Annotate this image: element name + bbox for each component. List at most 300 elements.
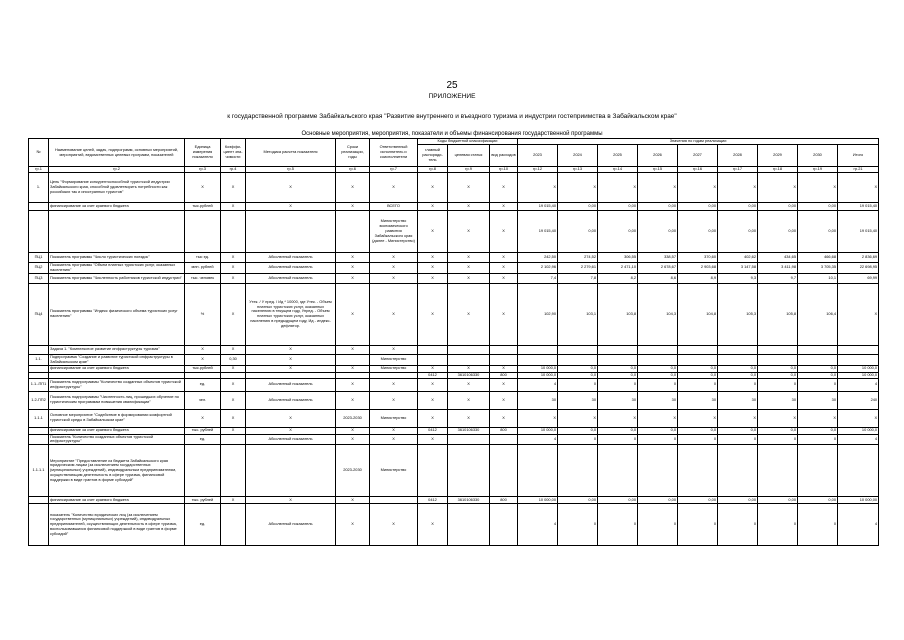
table-cell: Х [638, 409, 678, 427]
table-cell: 3610106330 [448, 427, 490, 434]
table-cell: Х [418, 173, 448, 203]
col-number: гр.21 [838, 167, 879, 173]
table-cell: Х [490, 211, 518, 253]
page-number: 25 [446, 80, 458, 91]
row-number-cell: ПЦ2 [29, 263, 49, 274]
table-cell: 19 015,40 [518, 211, 558, 253]
table-cell: Х [336, 283, 370, 345]
row-name-cell: Задача 1. "Комплексное развитие инфраструктуры туризма" [49, 345, 185, 354]
table-cell: 0,00 [638, 203, 678, 211]
table-cell: 0 [718, 378, 758, 391]
col-unit: Единица измерения показателя [185, 139, 221, 167]
table-cell: 0,0 [758, 365, 798, 372]
table-cell: Х [678, 173, 718, 203]
table-cell: тыс ед. [185, 253, 221, 263]
table-cell: Х [370, 273, 418, 283]
table-cell [336, 211, 370, 253]
table-cell: 0 [758, 504, 798, 546]
table-cell: 306,55 [598, 253, 638, 263]
col-year: 2025 [598, 145, 638, 167]
table-cell: Х [336, 173, 370, 203]
table-cell: 0 [798, 434, 838, 445]
table-cell: 3610106330 [448, 372, 490, 378]
table-cell: 0412 [418, 372, 448, 378]
col-main-manager: главный распоряди-тель [418, 145, 448, 167]
row-name-cell [49, 211, 185, 253]
table-cell: Х [221, 203, 246, 211]
table-cell: Х [418, 378, 448, 391]
table-cell: 103,8 [598, 283, 638, 345]
table-cell: Х [221, 497, 246, 504]
col-number: гр.10 [490, 167, 518, 173]
table-cell: Х [838, 173, 879, 203]
col-number: гр.5 [246, 167, 336, 173]
table-cell: Х [448, 391, 490, 409]
table-row [29, 283, 879, 345]
table-cell: Х [221, 391, 246, 409]
table-cell: Х [418, 211, 448, 253]
table-cell: Х [718, 409, 758, 427]
table-cell: 0,00 [678, 211, 718, 253]
table-cell: 0,30 [221, 354, 246, 365]
col-year: 2024 [558, 145, 598, 167]
table-cell: 0,00 [758, 211, 798, 253]
col-executor: Ответственный исполнитель и соисполнители [370, 139, 418, 167]
row-name-cell: Показатель программы "Индекс физического объема туристских услуг населению" [49, 283, 185, 345]
table-cell: Х [558, 409, 598, 427]
row-number-cell: 1.2-ПП2 [29, 391, 49, 409]
row-number-cell [29, 365, 49, 372]
row-number-cell [29, 203, 49, 211]
table-cell: Х [448, 263, 490, 274]
col-number: гр.15 [638, 167, 678, 173]
table-cell: 0 [558, 378, 598, 391]
table-cell: Абсолютный показатель [246, 504, 336, 546]
row-name-cell: Цель "Формирование конкурентоспособной туристской индустрии Забайкальского края, способной удовлетворить потребности как российских так и иностранных туристов" [49, 173, 185, 203]
col-number: гр.3 [185, 167, 221, 173]
table-cell: Х [221, 409, 246, 427]
col-year: 2030 [798, 145, 838, 167]
table-cell: 4 [838, 504, 879, 546]
table-cell: 0 [678, 434, 718, 445]
col-number: гр.16 [678, 167, 718, 173]
table-cell: 2 903,68 [678, 263, 718, 274]
table-cell [448, 434, 490, 445]
table-cell: 0,0 [718, 427, 758, 434]
col-number: гр.8 [418, 167, 448, 173]
table-row [29, 504, 879, 546]
table-cell: 0,0 [758, 427, 798, 434]
col-year: 2028 [718, 145, 758, 167]
table-cell: 0 [598, 504, 638, 546]
table-cell: Х [448, 253, 490, 263]
table-cell: 0,00 [638, 211, 678, 253]
table-row [29, 391, 879, 409]
table-cell: 10,1 [798, 273, 838, 283]
table-cell: 2 102,96 [518, 263, 558, 274]
table-cell: Х [336, 253, 370, 263]
table-row [29, 345, 879, 354]
table-cell: 0,0 [798, 372, 838, 378]
table-cell: Х [490, 253, 518, 263]
table-cell [246, 211, 336, 253]
row-name-cell: Показатель подпрограммы "Количество созданных объектов туристской инфраструктуры" [49, 378, 185, 391]
table-cell [448, 345, 490, 354]
table-cell: Утек. / У пред. / Ид * 10000, где Утек. - Объем платных туристских услуг, оказанных населению в текущем году, Упред. - Объем платных туристских услуг, оказанных населению в предыдущем году, Ид - индекс-дефлятор. [246, 283, 336, 345]
table-cell: ед. [185, 504, 221, 546]
table-cell [221, 434, 246, 445]
table-cell: 402,62 [718, 253, 758, 263]
table-cell: Х [246, 173, 336, 203]
table-cell: 0,00 [678, 203, 718, 211]
table-cell: Абсолютный показатель [246, 273, 336, 283]
col-year: 2029 [758, 145, 798, 167]
row-number-cell [29, 211, 49, 253]
table-cell: Х [598, 173, 638, 203]
table-cell: 0,00 [558, 497, 598, 504]
table-cell: 0,0 [558, 365, 598, 372]
col-number: гр.1 [29, 167, 49, 173]
table-cell: 3 705,35 [798, 263, 838, 274]
table-cell: 30 [598, 391, 638, 409]
table-cell: Х [490, 378, 518, 391]
table-cell: Х [418, 365, 448, 372]
col-number: гр.18 [758, 167, 798, 173]
table-cell: Х [221, 283, 246, 345]
table-cell: 4 [838, 378, 879, 391]
row-number-cell [29, 497, 49, 504]
col-terms: Сроки реализации, годы [336, 139, 370, 167]
table-cell: Х [246, 497, 336, 504]
table-cell: 2 471,10 [598, 263, 638, 274]
table-cell [558, 354, 598, 365]
table-cell: 103,1 [558, 283, 598, 345]
table-cell: 0,0 [798, 427, 838, 434]
table-cell [246, 445, 336, 497]
table-cell: Абсолютный показатель [246, 434, 336, 445]
row-name-cell: Показатель программы "Число туристических поездок" [49, 253, 185, 263]
table-cell: Х [336, 203, 370, 211]
table-cell [598, 354, 638, 365]
row-number-cell: 1.1.1 [29, 409, 49, 427]
table-cell: Х [336, 497, 370, 504]
table-cell [221, 211, 246, 253]
table-cell: Х [221, 378, 246, 391]
table-title: Основные мероприятия, мероприятия, показатели и объемы финансирования государственной программы [301, 131, 603, 137]
table-cell: 10 000,0 [838, 365, 879, 372]
table-cell: Х [518, 409, 558, 427]
table-cell: 0,0 [638, 427, 678, 434]
row-name-cell: финансирование за счет краевого бюджета [49, 203, 185, 211]
table-cell: 7,4 [518, 273, 558, 283]
col-total: Итого [838, 145, 879, 167]
table-cell: 19 015,40 [838, 211, 879, 253]
col-coef: Коэффи-циент зна-чимости [221, 139, 246, 167]
table-cell: Х [448, 283, 490, 345]
table-cell: Х [418, 283, 448, 345]
table-cell: Х [221, 173, 246, 203]
table-cell: Х [490, 283, 518, 345]
table-cell: 0,0 [598, 372, 638, 378]
table-cell: Х [490, 173, 518, 203]
table-cell: тыс. рублей [185, 427, 221, 434]
table-cell: тыс.рублей [185, 365, 221, 372]
col-number: гр.17 [718, 167, 758, 173]
table-cell: Х [370, 253, 418, 263]
table-cell: 4 [518, 504, 558, 546]
table-cell: 30 [518, 391, 558, 409]
table-cell: 0,00 [798, 497, 838, 504]
table-cell: 0,0 [638, 372, 678, 378]
table-header [29, 139, 879, 173]
table-cell [518, 445, 558, 497]
table-cell [558, 445, 598, 497]
table-cell [638, 345, 678, 354]
table-cell: Абсолютный показатель [246, 391, 336, 409]
table-cell: 10 000,0 [838, 372, 879, 378]
table-cell: Министерство [370, 445, 418, 497]
table-cell [798, 445, 838, 497]
table-cell [598, 345, 638, 354]
table-cell: Х [336, 391, 370, 409]
table-cell: 0 [718, 504, 758, 546]
table-cell [418, 345, 448, 354]
row-name-cell: Показатель подпрограммы "Численность лиц, прошедших обучение по туристическим программам повышения квалификации" [49, 391, 185, 409]
table-cell: 0,00 [638, 497, 678, 504]
table-cell: 0,00 [718, 497, 758, 504]
col-expense-type: вид расходов [490, 145, 518, 167]
table-cell: млн. рублей [185, 263, 221, 274]
table-cell: 800 [490, 497, 518, 504]
table-cell [638, 445, 678, 497]
table-cell: Х [221, 263, 246, 274]
table-cell [758, 354, 798, 365]
table-cell: Министерство экономического развития Забайкальского края (далее - Министерство) [370, 211, 418, 253]
table-cell [418, 445, 448, 497]
table-cell [678, 445, 718, 497]
table-cell: Х [518, 173, 558, 203]
col-number: гр.14 [598, 167, 638, 173]
table-cell [598, 445, 638, 497]
row-name-cell: Подпрограмма "Создание и развитие туристской инфраструктуры в Забайкальском крае" [49, 354, 185, 365]
table-cell: 0,0 [598, 427, 638, 434]
table-cell: 0 [758, 434, 798, 445]
table-cell: 0 [678, 378, 718, 391]
table-cell: Х [246, 427, 336, 434]
row-number-cell: 1.1. [29, 354, 49, 365]
row-name-cell: Мероприятие "Предоставление из бюджета Забайкальского края юридическим лицам (за исключением государственных (муниципальных) учреждений), индивидуальным предпринимателям, осуществляющим деятельность в сфере туризма, финансовой поддержки в виде грантов в форме субсидий" [49, 445, 185, 497]
table-cell: 0,00 [678, 497, 718, 504]
table-cell: 0,00 [718, 211, 758, 253]
row-name-cell: финансирование за счет краевого бюджета [49, 497, 185, 504]
table-cell: 466,68 [798, 253, 838, 263]
table-cell: 0,00 [558, 203, 598, 211]
table-cell [185, 211, 221, 253]
table-cell [490, 504, 518, 546]
table-cell: 0,0 [758, 372, 798, 378]
col-year: 2027 [678, 145, 718, 167]
table-cell [838, 445, 879, 497]
row-number-cell [29, 427, 49, 434]
table-cell: 800 [490, 372, 518, 378]
table-cell: 9,7 [758, 273, 798, 283]
table-cell [758, 445, 798, 497]
table-cell: Х [798, 409, 838, 427]
table-cell: 0 [638, 378, 678, 391]
table-row [29, 497, 879, 504]
table-cell: Абсолютный показатель [246, 253, 336, 263]
row-name-cell: показатель "Количество юридических лиц (за исключением государственных (муниципальных) учреждений), индивидуальных предпринимателей, осуществляющих деятельность в сфере туризма, воспользовавшихся финансовой поддержкой в виде грантов в форме субсидий" [49, 504, 185, 546]
table-cell: Х [185, 173, 221, 203]
table-cell: 10 000,0 [838, 427, 879, 434]
row-number-cell: ПЦ1 [29, 253, 49, 263]
table-cell: 0 [638, 504, 678, 546]
table-cell: 30 [798, 391, 838, 409]
col-name: Наименование целей, задач, подпрограмм, основных мероприятий, мероприятий, ведомственных целевых программ, показателей [49, 139, 185, 167]
table-cell [221, 445, 246, 497]
table-cell: Х [370, 378, 418, 391]
table-row [29, 354, 879, 365]
table-cell: 0 [798, 504, 838, 546]
table-cell: Х [246, 365, 336, 372]
table-cell: 10 000,00 [518, 497, 558, 504]
table-cell: тыс. человек [185, 273, 221, 283]
table-cell [490, 445, 518, 497]
table-cell: Х [448, 378, 490, 391]
table-cell: 0 [598, 378, 638, 391]
col-num: № [29, 139, 49, 167]
table-cell: 0 [758, 378, 798, 391]
table-cell: Х [336, 427, 370, 434]
row-number-cell: ПЦ4 [29, 283, 49, 345]
table-cell: 434,65 [758, 253, 798, 263]
table-cell: 30 [558, 391, 598, 409]
row-number-cell [29, 345, 49, 354]
table-cell: Х [370, 504, 418, 546]
col-budget-codes: Коды бюджетной классификации [418, 139, 518, 145]
table-cell: 30 [678, 391, 718, 409]
table-cell: ед. [185, 434, 221, 445]
table-cell [638, 354, 678, 365]
table-cell: 19 015,40 [518, 203, 558, 211]
table-cell [678, 354, 718, 365]
table-cell: Х [336, 263, 370, 274]
appendix-label: ПРИЛОЖЕНИЕ [428, 93, 476, 100]
table-cell: 10 000,0 [518, 427, 558, 434]
table-cell: 0 [638, 434, 678, 445]
table-cell: ВСЕГО [370, 203, 418, 211]
table-cell: тыс. рублей [185, 497, 221, 504]
table-cell: 2 279,61 [558, 263, 598, 274]
program-title: к государственной программе Забайкальского края "Развитие внутреннего и въездного туризма и индустрии гостеприимства в Забайкальском крае" [227, 113, 677, 120]
table-cell: 0,0 [798, 365, 838, 372]
table-cell: 105,3 [718, 283, 758, 345]
table-cell: 0,0 [718, 372, 758, 378]
table-cell [678, 345, 718, 354]
table-row [29, 203, 879, 211]
table-cell: Х [758, 173, 798, 203]
col-year: 2026 [638, 145, 678, 167]
table-cell: Х [490, 273, 518, 283]
table-cell: Х [448, 173, 490, 203]
table-cell: Х [336, 434, 370, 445]
table-cell: 240 [838, 391, 879, 409]
table-cell: Х [185, 354, 221, 365]
table-row [29, 445, 879, 497]
table-cell: 30 [758, 391, 798, 409]
table-cell: Х [448, 273, 490, 283]
table-cell [490, 434, 518, 445]
table-cell: Х [336, 504, 370, 546]
table-cell [336, 354, 370, 365]
table-cell: 105,8 [758, 283, 798, 345]
table-cell: 0,00 [598, 497, 638, 504]
table-cell: 0,00 [758, 203, 798, 211]
table-cell: 104,3 [638, 283, 678, 345]
table-cell: 106,4 [798, 283, 838, 345]
table-cell: 4 [518, 434, 558, 445]
col-number: гр.2 [49, 167, 185, 173]
table-cell: ед. [185, 378, 221, 391]
table-cell: 0 [798, 378, 838, 391]
table-cell [490, 345, 518, 354]
table-cell: 0,00 [558, 211, 598, 253]
table-row [29, 365, 879, 372]
table-cell: Х [798, 173, 838, 203]
table-cell [418, 354, 448, 365]
table-cell: чел. [185, 391, 221, 409]
table-cell: 0,00 [718, 203, 758, 211]
row-name-cell: Основное мероприятие "Содействие в формировании комфортной туристской среды в Забайкальском крае" [49, 409, 185, 427]
table-cell: 0,0 [678, 365, 718, 372]
table-cell: 338,57 [638, 253, 678, 263]
col-number: гр.9 [448, 167, 490, 173]
table-row [29, 409, 879, 427]
table-cell: Х [448, 365, 490, 372]
table-row [29, 173, 879, 203]
table-cell: Х [758, 409, 798, 427]
table-cell: 370,60 [678, 253, 718, 263]
table-cell: Абсолютный показатель [246, 263, 336, 274]
table-cell: 104,8 [678, 283, 718, 345]
table-cell: 0,0 [598, 365, 638, 372]
table-cell: Х [336, 365, 370, 372]
table-cell: Х [490, 391, 518, 409]
table-cell: Х [490, 365, 518, 372]
table-row [29, 427, 879, 434]
table-cell: Х [370, 427, 418, 434]
table-cell: 0,00 [598, 203, 638, 211]
table-cell: 19 015,40 [838, 203, 879, 211]
row-number-cell: 1.1.-ПП1 [29, 378, 49, 391]
table-cell [448, 445, 490, 497]
table-cell: 0,0 [638, 365, 678, 372]
table-body [29, 173, 879, 546]
table-cell: 0 [558, 504, 598, 546]
table-cell: 7,8 [558, 273, 598, 283]
table-cell: Х [418, 504, 448, 546]
row-number-cell [29, 434, 49, 445]
col-target-item: целевая статья [448, 145, 490, 167]
table-row [29, 253, 879, 263]
table-cell [838, 354, 879, 365]
table-cell: 0,0 [718, 365, 758, 372]
table-cell: Х [718, 173, 758, 203]
table-cell: 2023-2030 [336, 409, 370, 427]
table-cell: Х [370, 263, 418, 274]
table-cell: 22 698,95 [838, 263, 879, 274]
table-cell: 0,0 [558, 372, 598, 378]
